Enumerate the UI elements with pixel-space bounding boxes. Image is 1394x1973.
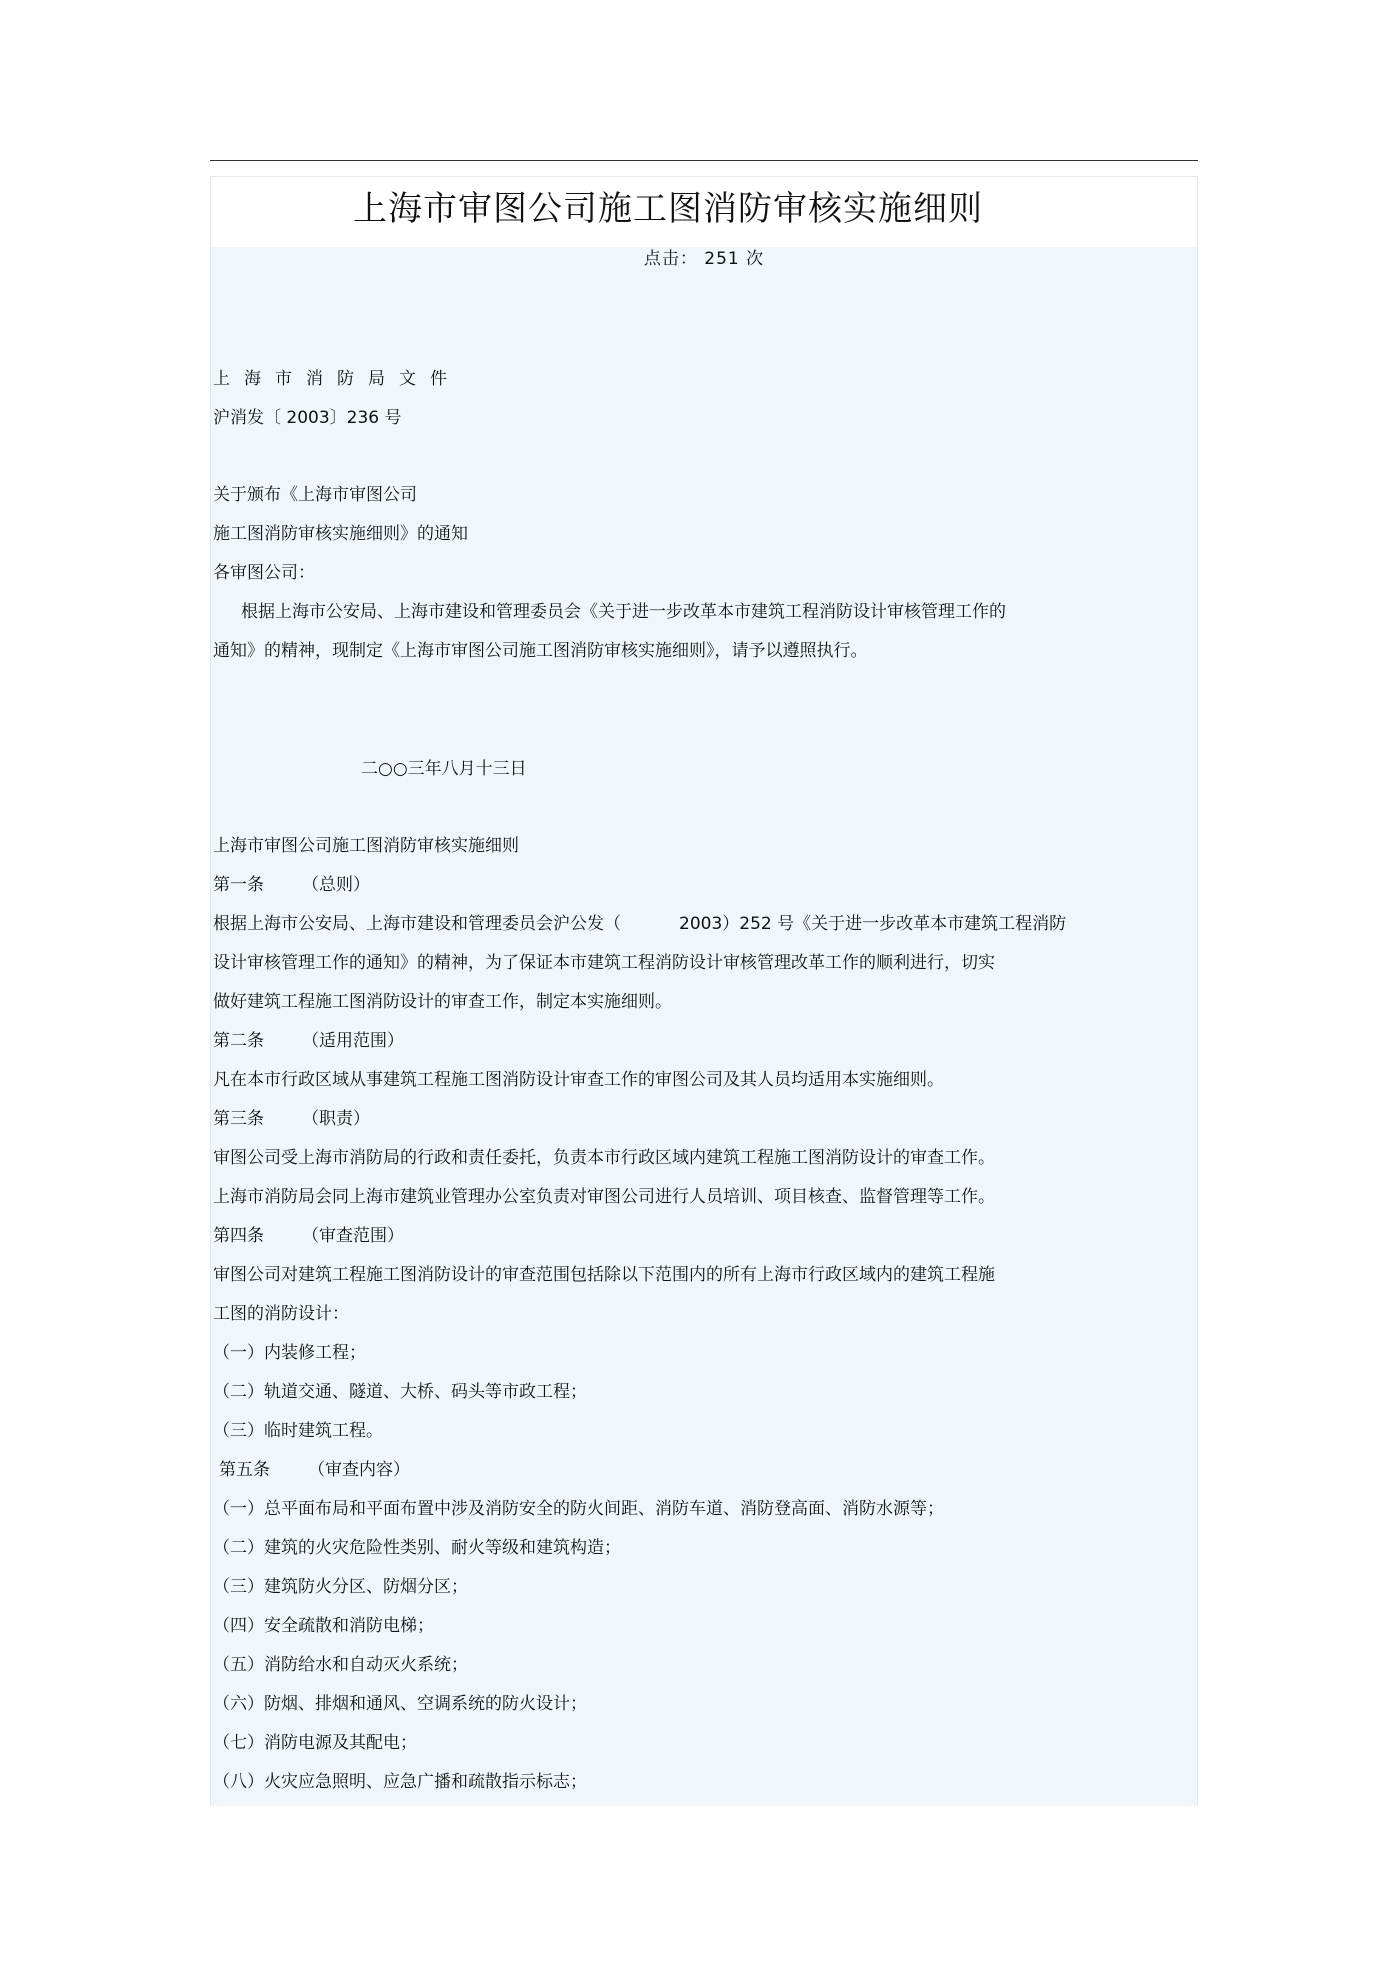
article-1-title: （总则） xyxy=(302,875,370,895)
article-1-line-2: 设计审核管理工作的通知》的精神，为了保证本市建筑工程消防设计审核管理改革工作的顺利进行，切实 xyxy=(213,953,995,973)
article-1-label: 第一条 xyxy=(213,875,264,895)
article-container xyxy=(210,176,1198,1806)
article-3-heading xyxy=(213,1107,370,1131)
article-1-heading xyxy=(213,873,370,897)
notice-title-line-2: 施工图消防审核实施细则》的通知 xyxy=(213,524,468,544)
article-4-item: （三）临时建筑工程。 xyxy=(213,1421,383,1441)
article-2-title: （适用范围） xyxy=(302,1031,404,1051)
article-2-line-1: 凡在本市行政区域从事建筑工程施工图消防设计审查工作的审图公司及其人员均适用本实施细则。 xyxy=(213,1070,944,1090)
article-4-heading xyxy=(213,1224,404,1248)
document-number: 沪消发〔 2003〕236 号 xyxy=(213,408,402,428)
article-3-title: （职责） xyxy=(302,1109,370,1129)
article-1-line-1-part-a: 根据上海市公安局、上海市建设和管理委员会沪公发（ xyxy=(213,914,621,934)
title-area xyxy=(211,177,1197,247)
article-5-item: （八）火灾应急照明、应急广播和疏散指示标志； xyxy=(213,1772,587,1792)
notice-date: 二○○三年八月十三日 xyxy=(361,759,527,779)
notice-salutation: 各审图公司： xyxy=(213,563,315,583)
article-4-item: （二）轨道交通、隧道、大桥、码头等市政工程； xyxy=(213,1382,587,1402)
top-divider xyxy=(210,160,1198,161)
article-1-line-1-part-b: 2003）252 号《关于进一步改革本市建筑工程消防 xyxy=(679,914,1067,934)
hit-counter-unit: 次 xyxy=(746,249,765,269)
article-3-line-1: 审图公司受上海市消防局的行政和责任委托，负责本市行政区域内建筑工程施工图消防设计的审查工作。 xyxy=(213,1148,995,1168)
article-5-item: （一）总平面布局和平面布置中涉及消防安全的防火间距、消防车道、消防登高面、消防水源等； xyxy=(213,1499,944,1519)
issuer-line: 上海市消防局文件 xyxy=(213,369,461,389)
article-5-item: （五）消防给水和自动灭火系统； xyxy=(213,1655,468,1675)
article-1-line-1 xyxy=(213,912,1066,936)
article-4-title: （审查范围） xyxy=(302,1226,404,1246)
article-5-item: （三）建筑防火分区、防烟分区； xyxy=(213,1577,468,1597)
article-5-label: 第五条 xyxy=(219,1460,270,1480)
article-4-line-1: 审图公司对建筑工程施工图消防设计的审查范围包括除以下范围内的所有上海市行政区域内的建筑工程施 xyxy=(213,1265,995,1285)
article-3-label: 第三条 xyxy=(213,1109,264,1129)
hit-counter-label: 点击： xyxy=(643,249,698,269)
article-body xyxy=(211,247,1197,1806)
article-5-heading xyxy=(219,1458,410,1482)
notice-title-line-1: 关于颁布《上海市审图公司 xyxy=(213,485,417,505)
notice-body-line-1: 根据上海市公安局、上海市建设和管理委员会《关于进一步改革本市建筑工程消防设计审核管理工作的 xyxy=(241,602,1006,622)
article-4-line-2: 工图的消防设计： xyxy=(213,1304,349,1324)
notice-body-line-2: 通知》的精神，现制定《上海市审图公司施工图消防审核实施细则》，请予以遵照执行。 xyxy=(213,641,868,661)
article-5-item: （七）消防电源及其配电； xyxy=(213,1733,417,1753)
article-5-item: （六）防烟、排烟和通风、空调系统的防火设计； xyxy=(213,1694,587,1714)
page-title: 上海市审图公司施工图消防审核实施细则 xyxy=(353,189,983,229)
article-2-heading xyxy=(213,1029,404,1053)
article-4-item: （一）内装修工程； xyxy=(213,1343,366,1363)
article-5-title: （审查内容） xyxy=(308,1460,410,1480)
hit-counter-value: 251 xyxy=(704,249,740,269)
article-1-line-3: 做好建筑工程施工图消防设计的审查工作，制定本实施细则。 xyxy=(213,992,672,1012)
rules-heading: 上海市审图公司施工图消防审核实施细则 xyxy=(213,836,519,856)
article-3-line-2: 上海市消防局会同上海市建筑业管理办公室负责对审图公司进行人员培训、项目核查、监督管理等工作。 xyxy=(213,1187,995,1207)
article-4-label: 第四条 xyxy=(213,1226,264,1246)
article-5-item: （二）建筑的火灾危险性类别、耐火等级和建筑构造； xyxy=(213,1538,621,1558)
hit-counter xyxy=(211,247,1197,271)
article-5-item: （四）安全疏散和消防电梯； xyxy=(213,1616,434,1636)
article-2-label: 第二条 xyxy=(213,1031,264,1051)
